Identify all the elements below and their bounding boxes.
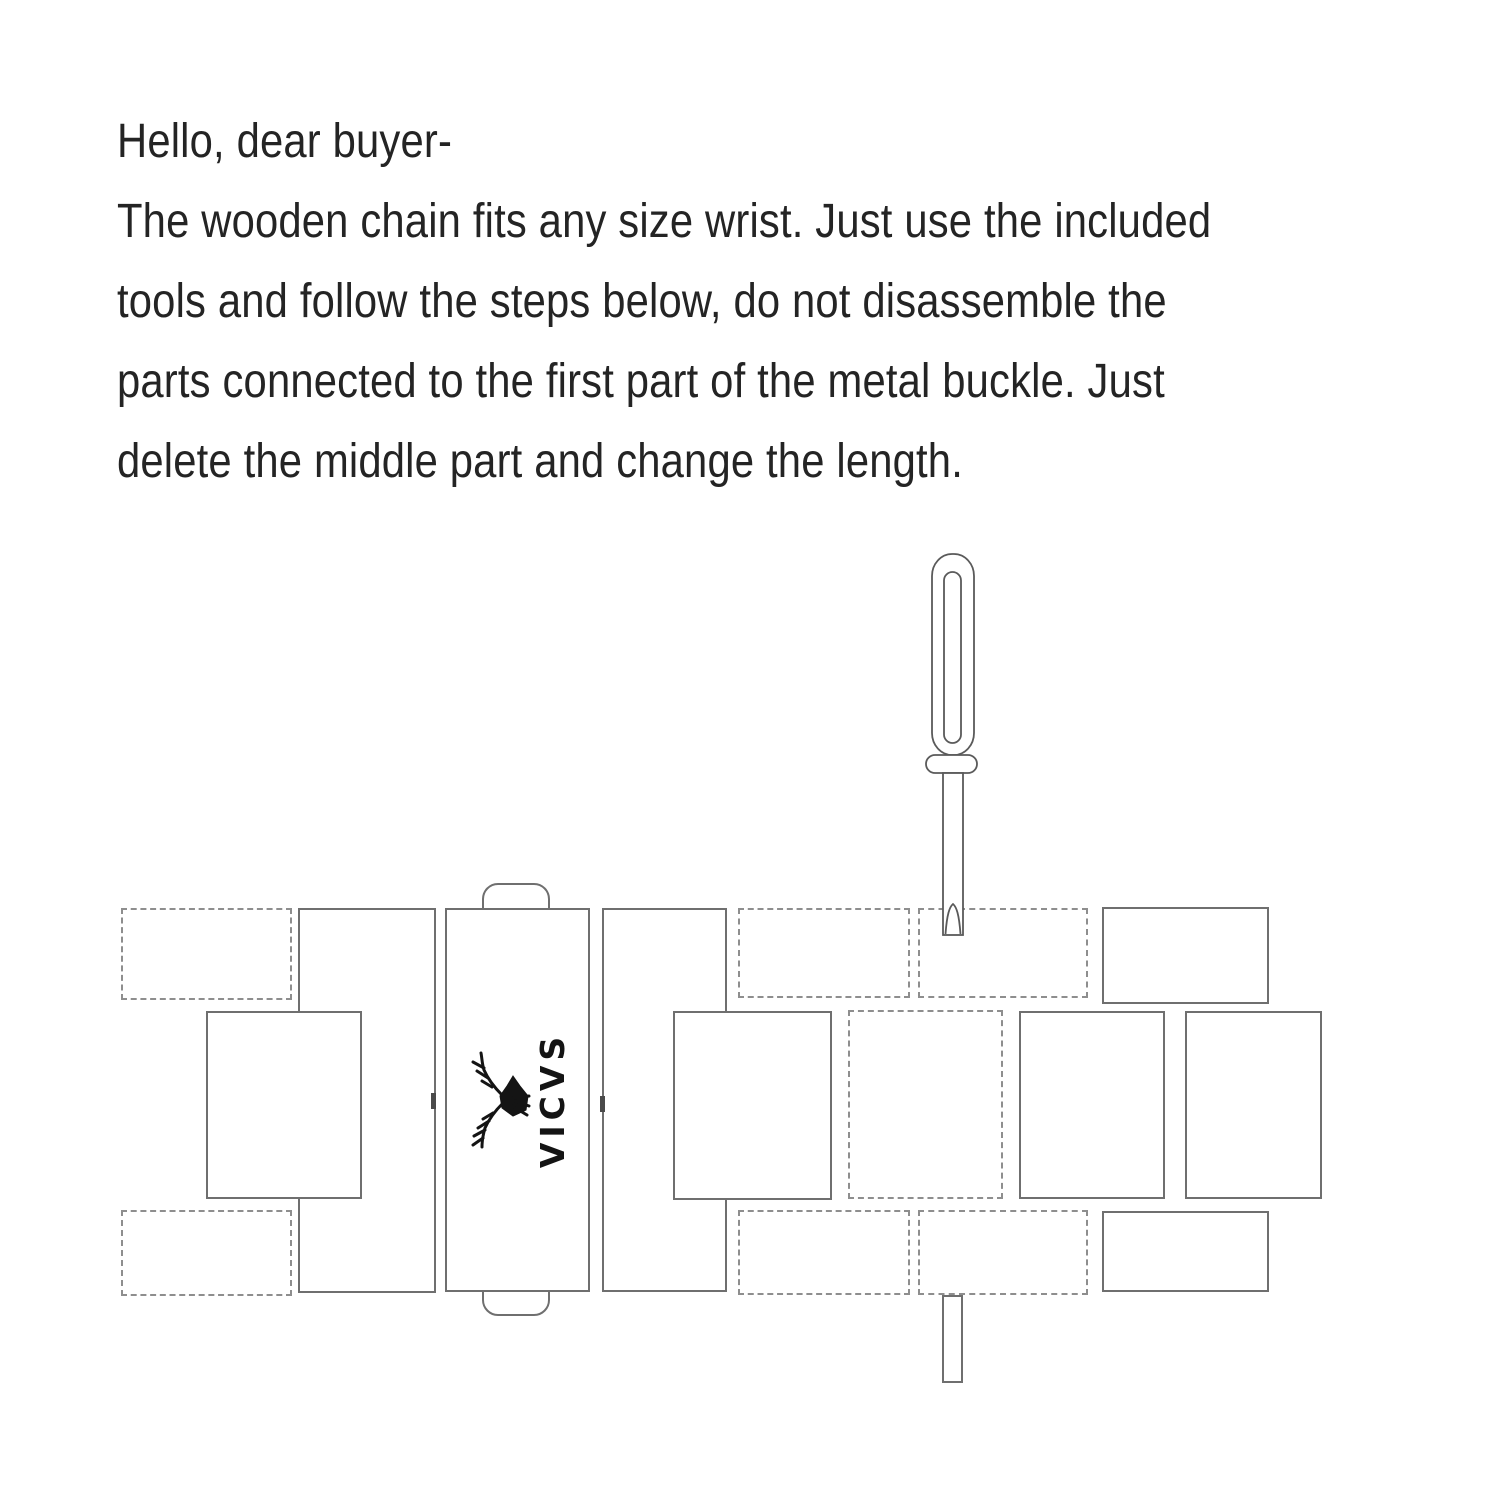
instruction-line-2: tools and follow the steps below, do not disassemble the	[117, 275, 1167, 328]
deer-emblem-icon	[473, 1053, 529, 1147]
screwdriver-handle-slot	[944, 572, 961, 743]
instruction-line-4: delete the middle part and change the length.	[117, 435, 963, 488]
chain-link-mid-right-2	[1185, 1011, 1322, 1199]
removable-link-top-a	[738, 908, 910, 998]
removable-link-bottom-a	[738, 1210, 910, 1295]
greeting-line: Hello, dear buyer-	[117, 115, 453, 168]
chain-link-overlap-left	[206, 1011, 362, 1199]
screwdriver-collar	[926, 755, 977, 773]
pin-icon	[942, 1295, 963, 1383]
instruction-line-1: The wooden chain fits any size wrist. Just use the included	[117, 195, 1212, 248]
chain-link-overlap-right	[673, 1011, 832, 1200]
instruction-line-3: parts connected to the first part of the metal buckle. Just	[117, 355, 1165, 408]
screwdriver-shaft	[943, 773, 963, 935]
screwdriver-icon	[916, 546, 984, 946]
chain-link-mid-right-1	[1019, 1011, 1165, 1199]
brand-logo	[435, 1015, 575, 1190]
removable-link-bottom-left	[121, 1210, 292, 1296]
chain-link-top-right	[1102, 907, 1269, 1004]
pin-mark-right	[600, 1096, 605, 1112]
removable-link-bottom-b	[918, 1210, 1088, 1295]
removable-link-middle	[848, 1010, 1003, 1199]
brand-text: VICVS	[533, 1031, 572, 1169]
instruction-text	[117, 102, 1211, 502]
chain-link-bottom-right	[1102, 1211, 1269, 1292]
removable-link-top-left	[121, 908, 292, 1000]
